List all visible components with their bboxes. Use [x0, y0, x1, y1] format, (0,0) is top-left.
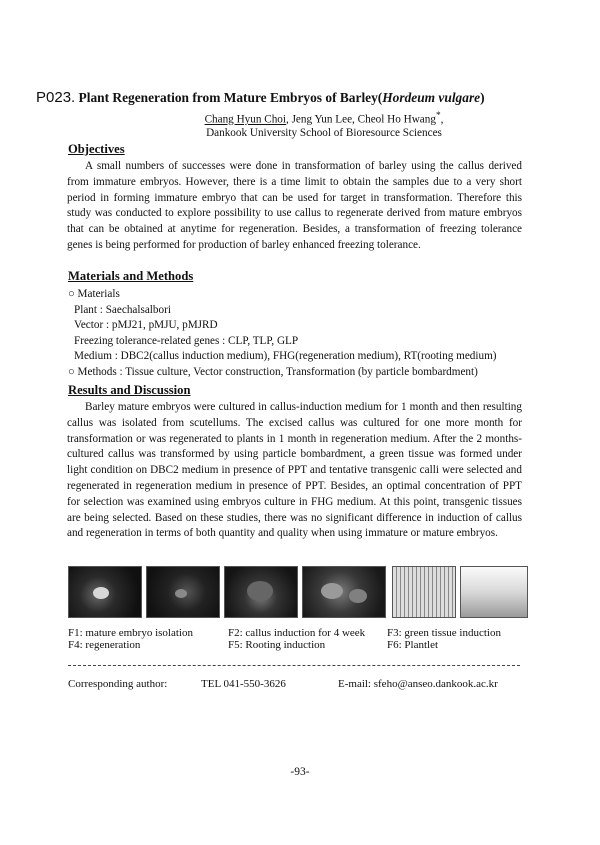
figure-photo-4 — [302, 566, 386, 618]
caption-f2: F2: callus induction for 4 week — [228, 627, 366, 639]
contact-phone: TEL 041-550-3626 — [201, 678, 286, 690]
title-close: ) — [480, 90, 485, 105]
results-body: Barley mature embryos were cultured in callus-induction medium for 1 month and then resulting callus was isolated from scutellums. The excised callus was cultured for one more month for transformation or was regenerated to plants in 1 month in regeneration medium. After the 2 months-cultured callus was transformed by using particle bombardment, a green tissue was formed under light condition on DBC2 medium in presence of PPT and tentative transgenic calli were selected and regenerated in regeneration medium in presence of PPT. Besides, an optimal concentration of PPT for selection was examined using embryos culture in FHG medium. At this point, transgenic tissues are being selected. Based on these studies, there was no significant difference in induction of callus and regeneration in terms of both quantity and quality when using immature or mature embryos. — [67, 401, 522, 540]
contact-email: E-mail: sfeho@anseo.dankook.ac.kr — [338, 678, 498, 690]
page-number: -93- — [290, 766, 310, 778]
co-authors: , Jeng Yun Lee, Cheol Ho Hwang — [285, 113, 436, 126]
methods-heading: Materials and Methods — [68, 269, 194, 283]
methods-line-vector: Vector : pMJ21, pMJU, pMJRD — [74, 319, 218, 332]
results-heading: Results and Discussion — [68, 383, 191, 397]
methods-line-methods: ○ Methods : Tissue culture, Vector construction, Transformation (by particle bombardment) — [68, 365, 478, 378]
caption-f4: F4: regeneration — [68, 639, 141, 651]
methods-line-plant: Plant : Saechalsalbori — [74, 303, 171, 316]
title-scientific-name: Hordeum vulgare — [382, 90, 481, 105]
figure-photo-6 — [460, 566, 528, 618]
figure-photo-2 — [146, 566, 220, 618]
objectives-body: A small numbers of successes were done in transformation of barley using the callus derived from immature embryos. However, there is a time limit to obtain the samples due to a very short period in forming immature embryo that can be used for target in transformation. Therefore this study was conducted to explore possibility to use callus to regenerate derived from mature embryos that can be obtained at anytime for regeneration. Besides, a transformation of freezing tolerance genes is being performed for production of barley enhanced freezing tolerance. — [67, 160, 522, 251]
figure-photo-1 — [68, 566, 142, 618]
figure-photo-5 — [392, 566, 456, 618]
figure-photo-3 — [224, 566, 298, 618]
caption-f6: F6: Plantlet — [387, 639, 439, 651]
corresponding-mark: * — [435, 111, 441, 121]
caption-f5: F5: Rooting induction — [228, 639, 326, 651]
methods-line-materials: ○ Materials — [68, 288, 120, 300]
author-line — [0, 111, 600, 126]
presenting-author: Chang Hyun Choi — [204, 113, 286, 126]
title-text: Plant Regeneration from Mature Embryos of Barley( — [75, 90, 383, 105]
abstract-code: P023. — [36, 89, 76, 106]
methods-list — [68, 287, 538, 381]
objectives-heading: Objectives — [68, 142, 125, 156]
caption-f1: F1: mature embryo isolation — [68, 627, 193, 639]
caption-f3: F3: green tissue induction — [387, 627, 501, 639]
corresponding-author-label: Corresponding author: — [68, 678, 168, 690]
affiliation: Dankook University School of Bioresource Sciences — [206, 127, 442, 139]
figure-strip — [68, 566, 530, 620]
methods-line-genes: Freezing tolerance-related genes : CLP, TLP, GLP — [74, 334, 299, 347]
paper-title — [36, 89, 576, 106]
author-trail: , — [440, 113, 444, 126]
methods-line-medium: Medium : DBC2(callus induction medium), FHG(regeneration medium), RT(rooting medium) — [74, 350, 497, 363]
separator-line — [68, 665, 520, 666]
